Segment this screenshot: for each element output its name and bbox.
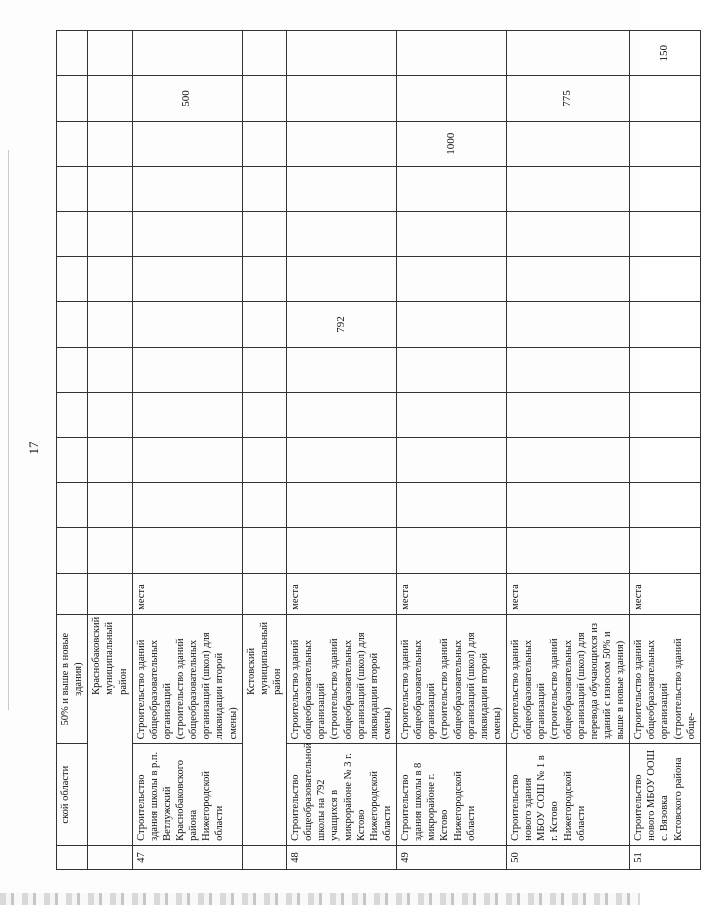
cell-empty	[57, 257, 88, 302]
unit-label: места	[287, 573, 397, 614]
cell-desc-tail: 50% и выше в новые здания)	[57, 614, 88, 744]
row-number: 50	[507, 845, 630, 869]
table-row	[507, 31, 630, 870]
cell-empty	[630, 76, 701, 121]
unit-label: места	[630, 573, 701, 614]
cell-empty	[57, 483, 88, 528]
cell-empty	[630, 438, 701, 483]
cell-empty	[132, 392, 242, 437]
row-number: 51	[630, 845, 701, 869]
cell-empty	[88, 845, 132, 869]
cell-empty	[242, 166, 286, 211]
page-number: 17	[26, 441, 41, 455]
scan-artifact-strip	[0, 893, 640, 905]
table-row-district	[88, 31, 132, 870]
cell-empty	[242, 302, 286, 347]
cell-empty	[397, 392, 507, 437]
cell-empty	[630, 257, 701, 302]
cell-empty	[507, 528, 630, 573]
cell-empty	[57, 438, 88, 483]
cell-empty	[507, 438, 630, 483]
cell-empty	[397, 76, 507, 121]
object-description: Строительство зданий общеобразовательных организаций (строительство зданий общеобразовательных организаций (школ) для ликвидации второй смены)	[397, 614, 507, 744]
cell-empty	[242, 347, 286, 392]
object-name: Строительство общеобразовательной школы на 792 учащихся в микрорайоне № 3 г. Кстово Нижегородской области	[287, 744, 397, 845]
district-heading: Краснобаковский муниципальный район	[88, 614, 132, 845]
table-row-district	[242, 31, 286, 870]
cell-empty	[132, 347, 242, 392]
cell-empty	[630, 483, 701, 528]
cell-empty	[88, 573, 132, 614]
cell-empty	[630, 212, 701, 257]
cell-empty	[132, 302, 242, 347]
cell-empty	[507, 392, 630, 437]
cell-empty	[287, 166, 397, 211]
cell-empty	[88, 528, 132, 573]
cell-empty	[507, 257, 630, 302]
cell-empty	[242, 212, 286, 257]
cell-empty	[397, 166, 507, 211]
object-description: Строительство зданий общеобразовательных организаций (строительство зданий общеобразовательных организаций (школ) для ликвидации второй смены)	[132, 614, 242, 744]
cell-empty	[507, 212, 630, 257]
cell-empty	[397, 257, 507, 302]
cell-empty	[88, 347, 132, 392]
cell-empty	[242, 76, 286, 121]
capacity-value: 792	[287, 302, 397, 347]
object-name: Строительство здания школы в 8 микрорайоне г. Кстово Нижегородской области	[397, 744, 507, 845]
cell-empty	[132, 438, 242, 483]
cell-empty	[397, 302, 507, 347]
object-name: Строительство нового здания МБОУ СОШ № 1 в г. Кстово Нижегородской области	[507, 744, 630, 845]
capacity-value: 1000	[397, 121, 507, 166]
cell-empty	[242, 528, 286, 573]
capacity-value: 500	[132, 76, 242, 121]
cell-empty	[132, 212, 242, 257]
cell-empty	[57, 392, 88, 437]
cell-empty	[57, 76, 88, 121]
cell-empty	[397, 347, 507, 392]
cell-empty	[132, 31, 242, 76]
cell-empty	[397, 438, 507, 483]
cell-empty	[88, 76, 132, 121]
cell-empty	[88, 438, 132, 483]
cell-empty	[630, 302, 701, 347]
cell-empty	[397, 31, 507, 76]
row-number: 49	[397, 845, 507, 869]
cell-empty	[132, 528, 242, 573]
cell-empty	[287, 121, 397, 166]
cell-empty	[507, 166, 630, 211]
cell-empty	[242, 257, 286, 302]
capacity-value: 150	[630, 31, 701, 76]
table-row	[287, 31, 397, 870]
cell-empty	[132, 166, 242, 211]
program-table	[56, 30, 701, 870]
table-row	[132, 31, 242, 870]
cell-empty	[57, 347, 88, 392]
unit-label: места	[397, 573, 507, 614]
cell-empty	[507, 31, 630, 76]
cell-empty	[287, 483, 397, 528]
cell-empty	[57, 528, 88, 573]
object-description: Строительство зданий общеобразовательных организаций (строительство зданий общеобразовательных организаций (школ) для ликвидации второй смены)	[287, 614, 397, 744]
cell-empty	[287, 76, 397, 121]
cell-empty	[88, 212, 132, 257]
capacity-value: 775	[507, 76, 630, 121]
cell-empty	[287, 212, 397, 257]
row-number: 48	[287, 845, 397, 869]
cell-empty	[57, 121, 88, 166]
object-description: Строительство зданий общеобразовательных организаций (строительство зданий обще-	[630, 614, 701, 744]
cell-empty	[287, 438, 397, 483]
unit-label: места	[507, 573, 630, 614]
cell-empty	[630, 121, 701, 166]
cell-empty	[132, 121, 242, 166]
cell-empty	[57, 302, 88, 347]
cell-empty	[397, 212, 507, 257]
cell-region-tail: ской области	[57, 744, 88, 845]
row-number: 47	[132, 845, 242, 869]
cell-empty	[397, 528, 507, 573]
object-name: Строительство здания школы в р.п. Ветлужский Краснобаковского района Нижегородской области	[132, 744, 242, 845]
cell-empty	[287, 257, 397, 302]
unit-label: места	[132, 573, 242, 614]
table-row	[630, 31, 701, 870]
table-row	[397, 31, 507, 870]
scan-edge-line	[8, 150, 9, 710]
cell-empty	[507, 483, 630, 528]
cell-empty	[242, 31, 286, 76]
cell-empty	[630, 166, 701, 211]
cell-empty	[630, 347, 701, 392]
cell-empty	[88, 483, 132, 528]
cell-empty	[57, 573, 88, 614]
cell-empty	[88, 392, 132, 437]
cell-empty	[242, 121, 286, 166]
cell-empty	[242, 438, 286, 483]
cell-empty	[88, 121, 132, 166]
cell-empty	[88, 166, 132, 211]
cell-empty	[57, 166, 88, 211]
cell-empty	[88, 302, 132, 347]
district-heading: Кстовский муниципальный район	[242, 614, 286, 845]
cell-empty	[287, 392, 397, 437]
cell-empty	[287, 31, 397, 76]
cell-empty	[242, 845, 286, 869]
cell-empty	[507, 121, 630, 166]
cell-empty	[57, 845, 88, 869]
cell-empty	[507, 347, 630, 392]
cell-empty	[242, 483, 286, 528]
cell-empty	[88, 31, 132, 76]
cell-empty	[132, 257, 242, 302]
object-name: Строительство нового МБОУ ООШ с. Вязовка Кстовского района	[630, 744, 701, 845]
cell-empty	[397, 483, 507, 528]
cell-empty	[507, 302, 630, 347]
cell-empty	[132, 483, 242, 528]
cell-empty	[630, 528, 701, 573]
cell-empty	[287, 528, 397, 573]
object-description: Строительство зданий общеобразовательных организаций (строительство зданий общеобразовательных организаций (школ) для перевода обучающихся из зданий с износом 50% и выше в новые здания)	[507, 614, 630, 744]
cell-empty	[630, 392, 701, 437]
cell-empty	[57, 31, 88, 76]
rotated-table-container	[56, 30, 697, 870]
cell-empty	[57, 212, 88, 257]
cell-empty	[287, 347, 397, 392]
cell-empty	[242, 573, 286, 614]
cell-empty	[88, 257, 132, 302]
cell-empty	[242, 392, 286, 437]
table-row-header-continuation	[57, 31, 88, 870]
